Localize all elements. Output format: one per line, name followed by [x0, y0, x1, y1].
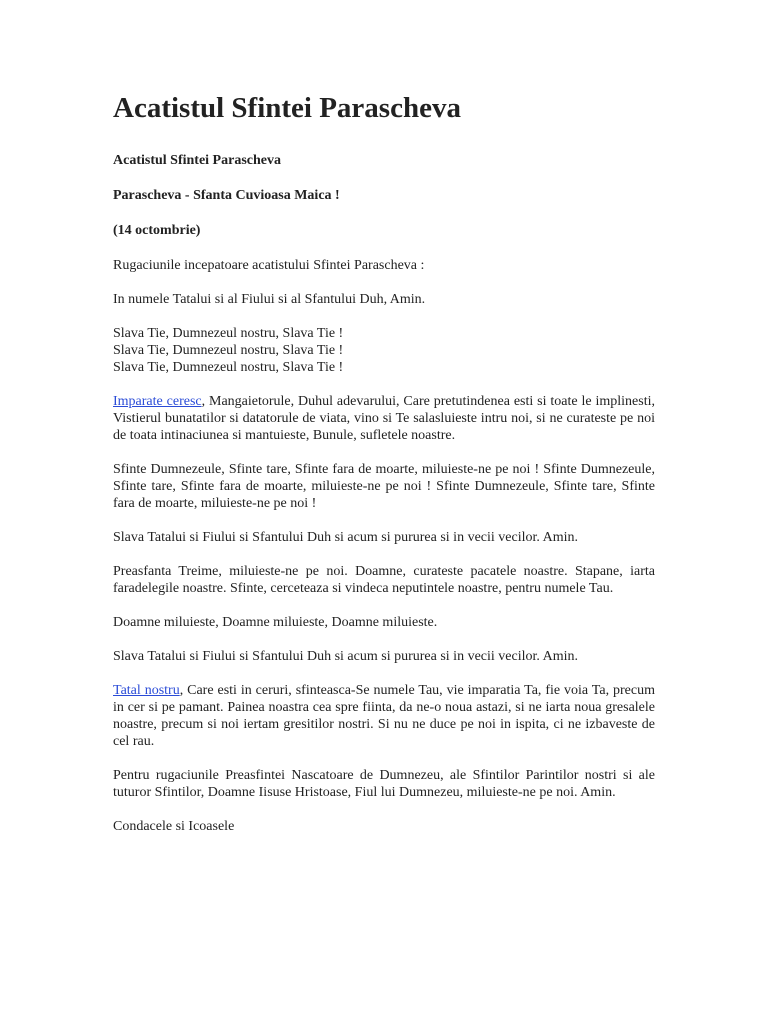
- pentru-rugaciunile-paragraph: Pentru rugaciunile Preasfintei Nascatoare de Dumnezeu, ale Sfintilor Parintilor nostri si ale tuturor Sfintilor, Doamne Iisuse Hristoase, Fiul lui Dumnezeu, miluieste-ne pe noi. Amin.: [113, 768, 655, 800]
- slava-tatalui-paragraph: Slava Tatalui si Fiului si Sfantului Duh si acum si pururea si in vecii vecilor. Amin.: [113, 649, 578, 664]
- imparate-ceresc-text: , Mangaietorule, Duhul adevarului, Care pretutindenea esti si toate le implinesti, Vistierul bunatatilor si datatorule de viata, vino si Te salasluieste intru noi, si ne curateste pe noi de toata intinaciunea si mantuieste, Bunule, sufletele noastre.: [113, 394, 655, 443]
- condacele-heading: Condacele si Icoasele: [113, 819, 235, 834]
- preasfanta-paragraph: Preasfanta Treime, miluieste-ne pe noi. Doamne, curateste pacatele noastre. Stapane, iarta faradelegile noastre. Sfinte, cerceteaza si vindeca neputintele noastre, pentru numele Tau.: [113, 564, 655, 596]
- doamne-miluieste-paragraph: Doamne miluieste, Doamne miluieste, Doamne miluieste.: [113, 615, 438, 630]
- tatal-nostru-paragraph: [113, 682, 655, 750]
- slava-tie-line: Slava Tie, Dumnezeul nostru, Slava Tie !: [113, 360, 344, 375]
- page-title: Acatistul Sfintei Parascheva: [113, 92, 461, 124]
- document-subtitle: Acatistul Sfintei Parascheva: [113, 153, 281, 168]
- slava-tatalui-paragraph: Slava Tatalui si Fiului si Sfantului Duh si acum si pururea si in vecii vecilor. Amin.: [113, 530, 578, 545]
- sfinte-line: Sfinte Dumnezeule, Sfinte tare, Sfinte fara de moarte, miluieste-ne pe noi !: [113, 462, 655, 494]
- document-content: [113, 88, 655, 852]
- feast-date: (14 octombrie): [113, 223, 201, 238]
- tatal-nostru-text: , Care esti in ceruri, sfinteasca-Se numele Tau, vie imparatia Ta, fie voia Ta, precum in cer si pe pamant. Painea noastra cea spre fiinta, da ne-o noua astazi, si ne iarta noua gresalele noastre, precum si noi iertam gresitilor nostri. Si nu ne duce pe noi in ispita, ci ne izbaveste de cel rau.: [113, 683, 655, 749]
- slava-tie-paragraph: [113, 325, 655, 376]
- imparate-ceresc-paragraph: [113, 393, 655, 444]
- slava-tie-line: Slava Tie, Dumnezeul nostru, Slava Tie !: [113, 326, 344, 341]
- sfinte-line: Sfinte Dumnezeule, Sfinte tare, Sfinte fara de moarte, miluieste-ne pe noi !: [113, 462, 540, 477]
- intro-paragraph: Rugaciunile incepatoare acatistului Sfintei Parascheva :: [113, 258, 425, 273]
- document-tagline: Parascheva - Sfanta Cuvioasa Maica !: [113, 188, 340, 203]
- in-numele-paragraph: In numele Tatalui si al Fiului si al Sfantului Duh, Amin.: [113, 292, 426, 307]
- imparate-ceresc-link[interactable]: Imparate ceresc: [113, 394, 202, 409]
- sfinte-line: Sfinte Dumnezeule, Sfinte tare, Sfinte fara de moarte, miluieste-ne pe noi !: [113, 479, 655, 511]
- tatal-nostru-link[interactable]: Tatal nostru: [113, 683, 180, 698]
- sfinte-paragraph: [113, 461, 655, 512]
- slava-tie-line: Slava Tie, Dumnezeul nostru, Slava Tie !: [113, 343, 344, 358]
